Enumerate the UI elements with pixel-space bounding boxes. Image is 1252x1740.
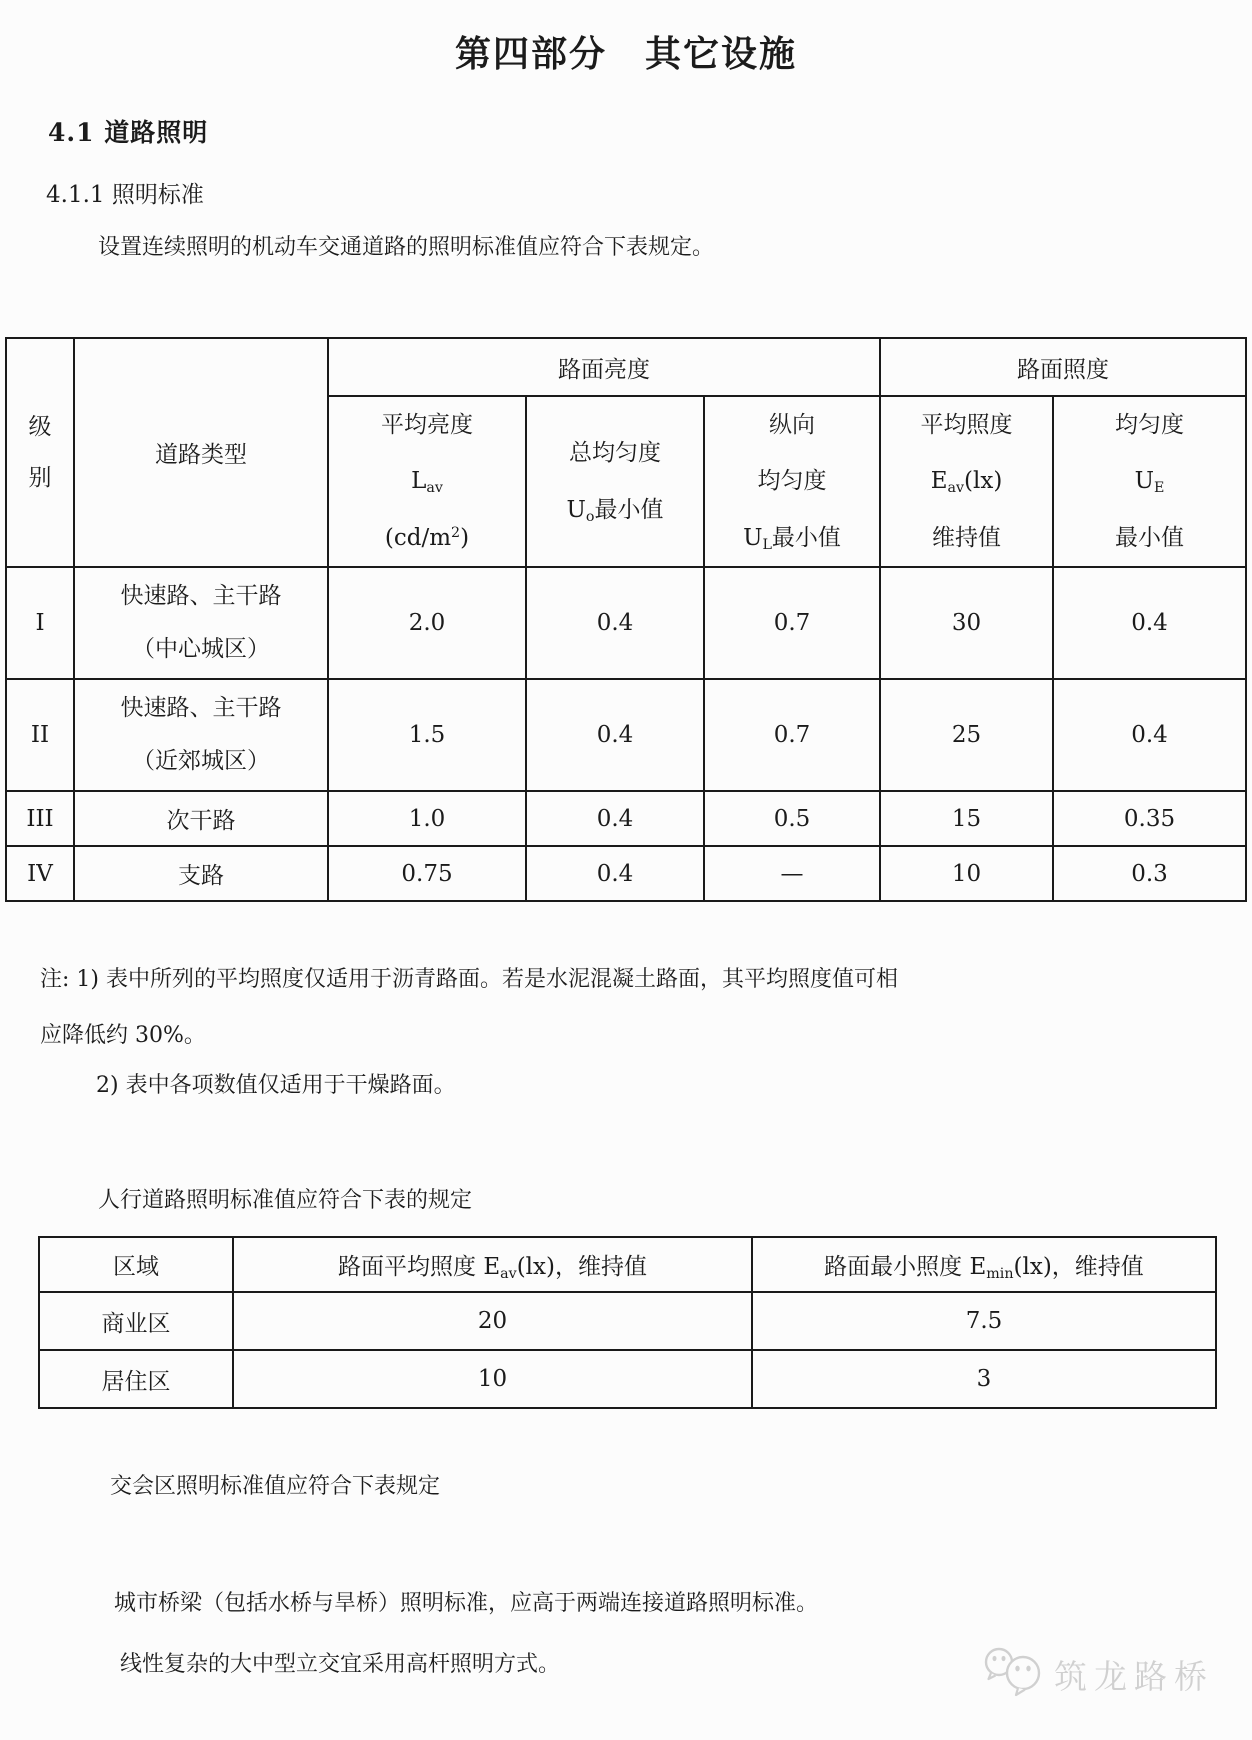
cell-illuminance-uniformity: 0.4 bbox=[1053, 567, 1246, 679]
cell-illuminance-uniformity: 0.3 bbox=[1053, 846, 1246, 901]
cell-overall-uniformity: 0.4 bbox=[526, 791, 704, 846]
intro-paragraph: 设置连续照明的机动车交通道路的照明标准值应符合下表规定。 bbox=[98, 235, 715, 260]
cell-level: III bbox=[6, 791, 74, 846]
cell-longitudinal-uniformity: 0.7 bbox=[704, 679, 880, 791]
header-avg-illuminance: 平均照度 $E_{av}(lx)$ 维持值 bbox=[880, 396, 1053, 567]
section-heading: 4.1 道路照明 bbox=[48, 118, 209, 147]
cell-level: IV bbox=[6, 846, 74, 901]
cell-road-type: 快速路、主干路 （中心城区） bbox=[74, 567, 328, 679]
cell-avg-illuminance: 20 bbox=[233, 1292, 752, 1350]
document-title: 第四部分 其它设施 bbox=[454, 33, 797, 75]
pedestrian-lighting-table bbox=[38, 1236, 1217, 1409]
cell-road-type: 支路 bbox=[74, 846, 328, 901]
note-paragraph-2: 2) 表中各项数值仅适用于干燥路面。 bbox=[96, 1073, 456, 1099]
cell-longitudinal-uniformity: 0.5 bbox=[704, 791, 880, 846]
cell-overall-uniformity: 0.4 bbox=[526, 846, 704, 901]
header-avg-luminance: 平均亮度 $L_{av}$ $(cd/m^2)$ bbox=[328, 396, 526, 567]
table-row bbox=[6, 567, 1246, 679]
cell-road-type: 次干路 bbox=[74, 791, 328, 846]
cell-longitudinal-uniformity: — bbox=[704, 846, 880, 901]
header-illuminance-uniformity: 均匀度 $U_E$ 最小值 bbox=[1053, 396, 1246, 567]
cell-illuminance-uniformity: 0.35 bbox=[1053, 791, 1246, 846]
cell-area: 居住区 bbox=[39, 1350, 233, 1408]
cell-illuminance-uniformity: 0.4 bbox=[1053, 679, 1246, 791]
cell-avg-luminance: 2.0 bbox=[328, 567, 526, 679]
cell-level: I bbox=[6, 567, 74, 679]
table-row bbox=[6, 791, 1246, 846]
table-row bbox=[39, 1350, 1216, 1408]
table-row bbox=[39, 1292, 1216, 1350]
cell-area: 商业区 bbox=[39, 1292, 233, 1350]
cell-avg-luminance: 0.75 bbox=[328, 846, 526, 901]
cell-min-illuminance: 3 bbox=[752, 1350, 1216, 1408]
header-min-illuminance: 路面最小照度 $E_{min}(lx)$，维持值 bbox=[752, 1237, 1216, 1292]
cell-min-illuminance: 7.5 bbox=[752, 1292, 1216, 1350]
motor-road-lighting-table bbox=[5, 337, 1247, 902]
cell-avg-luminance: 1.0 bbox=[328, 791, 526, 846]
note-paragraph-1: 注: 1) 表中所列的平均照度仅适用于沥青路面。若是水泥混凝土路面，其平均照度值可相 应降低约 30%。 bbox=[40, 967, 898, 1049]
chat-bubbles-logo-icon bbox=[982, 1646, 1046, 1702]
cell-avg-illuminance: 10 bbox=[880, 846, 1053, 901]
table-row bbox=[6, 679, 1246, 791]
header-road-type: 道路类型 bbox=[74, 338, 328, 567]
cell-road-type: 快速路、主干路 （近郊城区） bbox=[74, 679, 328, 791]
bridge-paragraph: 城市桥梁（包括水桥与旱桥）照明标准，应高于两端连接道路照明标准。 bbox=[114, 1591, 819, 1617]
header-longitudinal-uniformity: 纵向 均匀度 $U_L$最小值 bbox=[704, 396, 880, 567]
subsection-heading: 4.1.1 照明标准 bbox=[46, 182, 204, 208]
interchange-paragraph: 线性复杂的大中型立交宜采用高杆照明方式。 bbox=[120, 1652, 561, 1678]
cell-avg-luminance: 1.5 bbox=[328, 679, 526, 791]
header-luminance-group: 路面亮度 bbox=[328, 338, 880, 396]
intersection-heading: 交会区照明标准值应符合下表规定 bbox=[110, 1474, 441, 1500]
header-level: 级 别 bbox=[6, 338, 74, 567]
header-area: 区域 bbox=[39, 1237, 233, 1292]
cell-overall-uniformity: 0.4 bbox=[526, 679, 704, 791]
header-overall-uniformity: 总均匀度 $U_o$最小值 bbox=[526, 396, 704, 567]
cell-avg-illuminance: 10 bbox=[233, 1350, 752, 1408]
cell-longitudinal-uniformity: 0.7 bbox=[704, 567, 880, 679]
cell-level: II bbox=[6, 679, 74, 791]
header-illuminance-group: 路面照度 bbox=[880, 338, 1246, 396]
cell-overall-uniformity: 0.4 bbox=[526, 567, 704, 679]
cell-avg-illuminance: 25 bbox=[880, 679, 1053, 791]
watermark-text: 筑龙路桥 bbox=[1054, 1656, 1214, 1696]
cell-avg-illuminance: 30 bbox=[880, 567, 1053, 679]
header-avg-illuminance: 路面平均照度 $E_{av}(lx)$，维持值 bbox=[233, 1237, 752, 1292]
watermark bbox=[982, 1646, 1214, 1702]
cell-avg-illuminance: 15 bbox=[880, 791, 1053, 846]
table-row bbox=[6, 846, 1246, 901]
pedestrian-table-heading: 人行道路照明标准值应符合下表的规定 bbox=[98, 1188, 473, 1214]
